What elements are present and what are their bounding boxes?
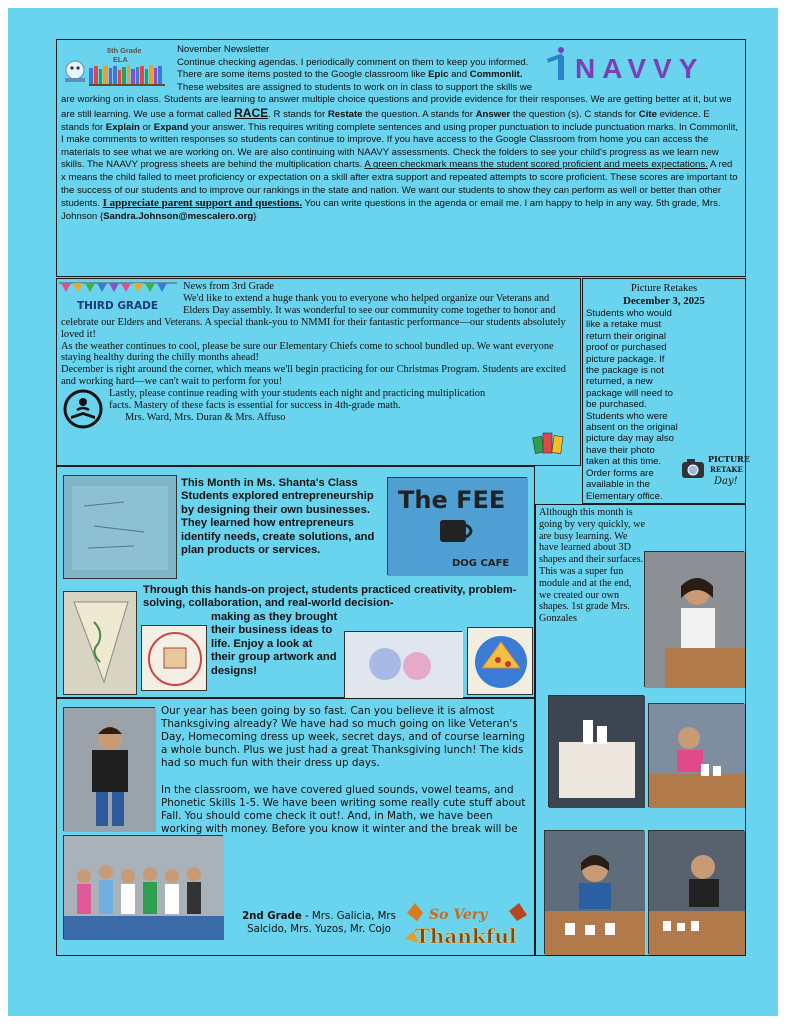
artwork-photo-3 xyxy=(141,625,207,691)
retakes-title: Picture Retakes xyxy=(630,283,698,294)
spiral-drawing-icon xyxy=(64,592,138,696)
so-very-thankful-art xyxy=(399,899,533,951)
artwork-photo-4 xyxy=(344,631,462,697)
third-grade-banner-text: THIRD GRADE xyxy=(77,300,159,312)
smiling-student-icon xyxy=(545,831,645,955)
books-clipart xyxy=(532,429,566,455)
explain-label: Explain xyxy=(105,121,140,133)
navvy-wordmark: NAVVY xyxy=(575,53,705,84)
dog-cafe-poster xyxy=(387,477,527,575)
first-grade-body: Although this month is going by very quickly, we are busy learning. We have learned about 3D shapes and their surfaces. This was a super fun module and at the end, we created our own shapes. 1st grade Mrs. Gonzales xyxy=(539,507,646,625)
second-grade-section xyxy=(56,698,535,956)
smoothie-drawing-icon xyxy=(142,626,208,692)
student-photo-1 xyxy=(644,551,744,687)
student-at-desk-icon xyxy=(645,552,745,688)
newsletter-page xyxy=(8,8,778,1016)
second-grade-signature xyxy=(229,911,409,936)
fifth-grade-ela-logo xyxy=(61,44,173,88)
third-grade-section xyxy=(56,278,581,466)
third-grade-text xyxy=(61,281,576,430)
shanta-project-text: Through this hands-on project, students practiced creativity, problem-solving, collaboration, and real-world decision- xyxy=(143,584,517,610)
first-grade-section xyxy=(535,504,746,956)
poster-sketch-icon xyxy=(64,476,178,580)
poster-title-text: The FEE xyxy=(398,486,506,514)
reading-student-icon xyxy=(61,388,105,430)
ms-shanta-section xyxy=(56,466,535,698)
ela-books-icon xyxy=(61,44,173,88)
second-grade-para-2-text: In the classroom, we have covered glued sounds, vowel teams, and Phonetic Skills 1-5. We have been writing some really cute stuff about Fall. You should come check it out!. And, in Math, we have been working with money. Before you know it winter and the break will be xyxy=(161,784,526,836)
race-label: RACE xyxy=(234,105,269,120)
cite-label: Cite xyxy=(638,108,657,120)
pizza-drawing-icon xyxy=(468,628,534,696)
fifth-text-4: the question. A stands for xyxy=(362,108,476,120)
newsletter-title: November Newsletter xyxy=(177,44,270,55)
fifth-grade-text xyxy=(61,44,739,223)
fifth-text-8: A red x means the child failed to meet proficiency or expectation on a skill after extra support and repeated attempts to score proficient. These scores are important to the success of our students and to improve our rankings in the state and nation. We want our students to show they can perform as well or better than other students. xyxy=(61,159,738,210)
third-grade-para-2: As the weather continues to cool, please be sure our Elementary Chiefs come to school bundled up. We want everyone staying healthy during the chilly months ahead! xyxy=(61,340,554,364)
student-building-icon xyxy=(649,831,745,955)
fifth-text-6: evidence. E stands for xyxy=(61,108,710,133)
third-grade-heading: News from 3rd Grade xyxy=(183,281,274,292)
fifth-text-3: . R stands for xyxy=(268,108,328,120)
boy-in-costume-icon xyxy=(64,708,156,832)
poster-sub-text: DOG CAFE xyxy=(452,558,510,569)
student-photo-4 xyxy=(648,830,744,954)
badge-word-1: PICTURE xyxy=(708,454,750,464)
second-grade-para-1: Our year has been going by so fast. Can you believe it is almost Thanksgiving already? We have had so much going on like Veteran's Day, Homecoming dress up week, secret days, and of course learning a whole bunch. Plus we just had a great Thanksgiving lunch! The kids had so much fun with their dress up days. xyxy=(161,705,525,770)
group-of-students-icon xyxy=(64,836,224,940)
checkmark-note: A green checkmark means the student scored proficient and meets expectations. xyxy=(364,159,708,171)
badge-word-3: Day! xyxy=(714,476,738,487)
reader-icon-wrap xyxy=(61,388,109,430)
expand-label: Expand xyxy=(153,121,189,133)
badge-word-2: RETAKE xyxy=(710,465,743,474)
student-with-shapes-icon xyxy=(649,704,745,808)
picture-retakes-section xyxy=(582,278,750,504)
books-icon xyxy=(532,429,566,455)
appreciate-note: I appreciate parent support and questions. xyxy=(102,197,303,210)
epic-label: Epic xyxy=(428,69,449,81)
navvy-logo xyxy=(539,44,739,88)
second-grade-photo-1 xyxy=(63,707,155,831)
autumn-leaves-icon xyxy=(399,899,533,951)
fifth-text-1: Continue checking agendas. I periodically comment on them to keep you informed. There are some items posted to the Google classroom like xyxy=(177,56,529,81)
navvy-logo-icon xyxy=(539,44,739,88)
retakes-date: December 3, 2025 xyxy=(623,295,705,307)
third-grade-para-3: December is right around the corner, which means we'll begin practicing for our Christmas Program. Students are excited and working hard—we can't wait to perform for you! xyxy=(61,364,566,388)
fifth-text-10: } xyxy=(253,210,257,222)
shape-photo-1 xyxy=(548,695,644,807)
third-grade-signature: Mrs. Ward, Mrs. Duran & Mrs. Affuso xyxy=(125,411,286,423)
camera-retake-icon xyxy=(680,450,750,490)
shanta-intro-text: This Month in Ms. Shanta's Class Students explored entrepreneurship by designing their own businesses. They learned how entrepreneurs identify needs, create solutions, and plan products or services. xyxy=(181,477,375,557)
colored-lettering-icon xyxy=(345,632,463,698)
answer-label: Answer xyxy=(475,108,511,120)
coffee-cup-icon xyxy=(388,478,528,576)
picture-retakes-text xyxy=(586,282,750,518)
second-grade-label: 2nd Grade xyxy=(242,911,302,922)
logo-grade-text: 5th Grade xyxy=(107,46,142,55)
thankful-line-1: So Very xyxy=(429,907,488,923)
third-grade-para-4: Lastly, please continue reading with your students each night and practicing multiplication facts. Mastery of these facts is essential for success in 4th-grade math. xyxy=(109,388,486,412)
retakes-body: Students who would like a retake must return their original proof or purchased picture package. If the package is not returned, a new package will need to be purchased. Students who were absent on the original picture day may also have their photo taken at this time. Order forms are available in the Elementary office. xyxy=(586,308,678,502)
artwork-photo-2 xyxy=(63,591,137,695)
artwork-photo-5 xyxy=(467,627,533,695)
logo-subject-text: ELA xyxy=(113,55,128,64)
first-grade-text xyxy=(539,507,645,625)
third-grade-para-1: We'd like to extend a huge thank you to everyone who helped organize our Veterans and Elders Day assembly. It was wonderful to see our community come together to honor and celebrate our Elders and Veterans. A special thank-you to NMMI for their fantastic performance—our students absolutely loved it! xyxy=(61,292,566,340)
or-word: or xyxy=(139,121,154,133)
second-grade-teachers: - Mrs. Galicia, Mrs Salcido, Mrs. Yuzos, Mr. Cojo xyxy=(247,911,396,935)
shanta-enjoy-text: making as they brought their business ideas to life. Enjoy a look at their group artwork and designs! xyxy=(211,611,338,677)
restate-label: Restate xyxy=(327,108,363,120)
fifth-text-9: You can write questions in the agenda or email me. I am happy to help in any way. 5th grade, Mrs. Johnson { xyxy=(61,198,721,222)
thankful-line-2: Thankful xyxy=(415,924,517,948)
and-word: and xyxy=(448,69,470,81)
artwork-photo-1 xyxy=(63,475,177,579)
fifth-text-7: your answer. This requires writing complete sentences and using proper punctuation to include punctuation marks. In Commonlit, I make comments to written responses so students can continue to improve. If you have access to the Google Classroom from home you can access the materials to see what we are working on. We are also continuing with NAAVY assessments. Check the folders to see your child's progress as we learn new skills. The NAAVY progress sheets are behind the multiplication charts. xyxy=(61,121,739,171)
commonlit-label: Commonlit. xyxy=(469,69,523,81)
paper-shapes-icon xyxy=(549,696,645,808)
second-grade-group-photo xyxy=(63,835,223,939)
fifth-text-5: the question (s). C stands for xyxy=(510,108,639,120)
student-photo-2 xyxy=(648,703,744,807)
fifth-text-2: These websites are assigned to students to work on in class to support the skills we are working on in class. Students are learning to answer multiple choice questions and provide evidence for their responses. We are getting better at it, but we are still learning. We use a format called xyxy=(61,81,732,120)
fifth-grade-section xyxy=(56,39,746,277)
teacher-email[interactable]: Sandra.Johnson@mescalero.org xyxy=(103,210,254,222)
student-photo-3 xyxy=(544,830,644,954)
